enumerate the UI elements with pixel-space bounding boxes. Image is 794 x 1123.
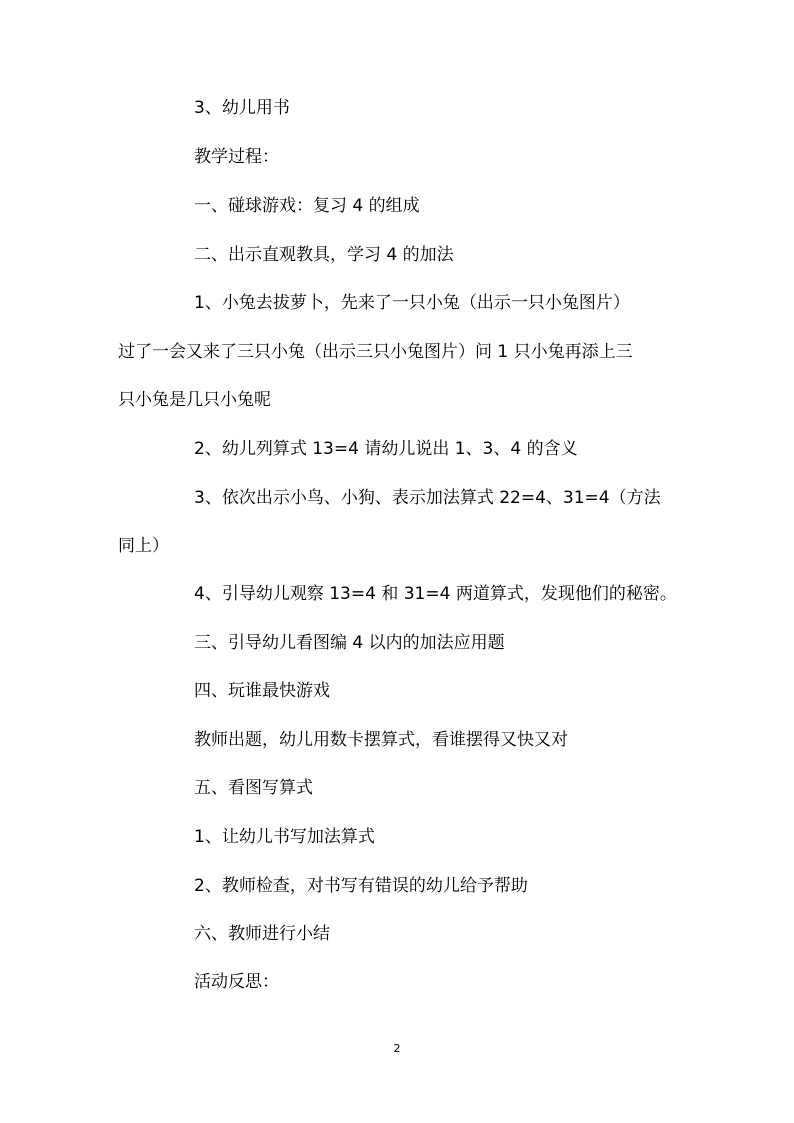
step-4-heading: 四、玩谁最快游戏 (194, 681, 330, 701)
step-1-heading: 一、碰球游戏：复习 4 的组成 (194, 196, 420, 216)
step-5-item-2: 2、教师检查，对书写有错误的幼儿给予帮助 (194, 876, 528, 896)
reflection-heading: 活动反思： (194, 972, 279, 992)
step-6-heading: 六、教师进行小结 (194, 924, 330, 944)
step-2-item-1-line-3: 只小兔是几只小兔呢 (118, 390, 271, 410)
step-2-item-2: 2、幼儿列算式 13=4 请幼儿说出 1、3、4 的含义 (194, 439, 578, 459)
step-2-item-1-line-2: 过了一会又来了三只小兔（出示三只小兔图片）问 1 只小兔再添上三 (118, 342, 633, 362)
teaching-process-heading: 教学过程： (194, 147, 279, 167)
step-2-item-3-line-1: 3、依次出示小鸟、小狗、表示加法算式 22=4、31=4（方法 (194, 488, 661, 508)
materials-item-3: 3、幼儿用书 (194, 98, 290, 118)
step-5-item-1: 1、让幼儿书写加法算式 (194, 827, 375, 847)
step-2-item-1-line-1: 1、小兔去拔萝卜，先来了一只小兔（出示一只小兔图片） (194, 293, 630, 313)
step-2-heading: 二、出示直观教具，学习 4 的加法 (194, 245, 454, 265)
step-5-heading: 五、看图写算式 (194, 778, 313, 798)
step-2-item-3-line-2: 同上） (118, 536, 169, 556)
step-2-item-4: 4、引导幼儿观察 13=4 和 31=4 两道算式，发现他们的秘密。 (194, 584, 677, 604)
page-number: 2 (393, 1042, 401, 1055)
step-4-description: 教师出题，幼儿用数卡摆算式，看谁摆得又快又对 (194, 730, 568, 750)
step-3-heading: 三、引导幼儿看图编 4 以内的加法应用题 (194, 633, 505, 653)
